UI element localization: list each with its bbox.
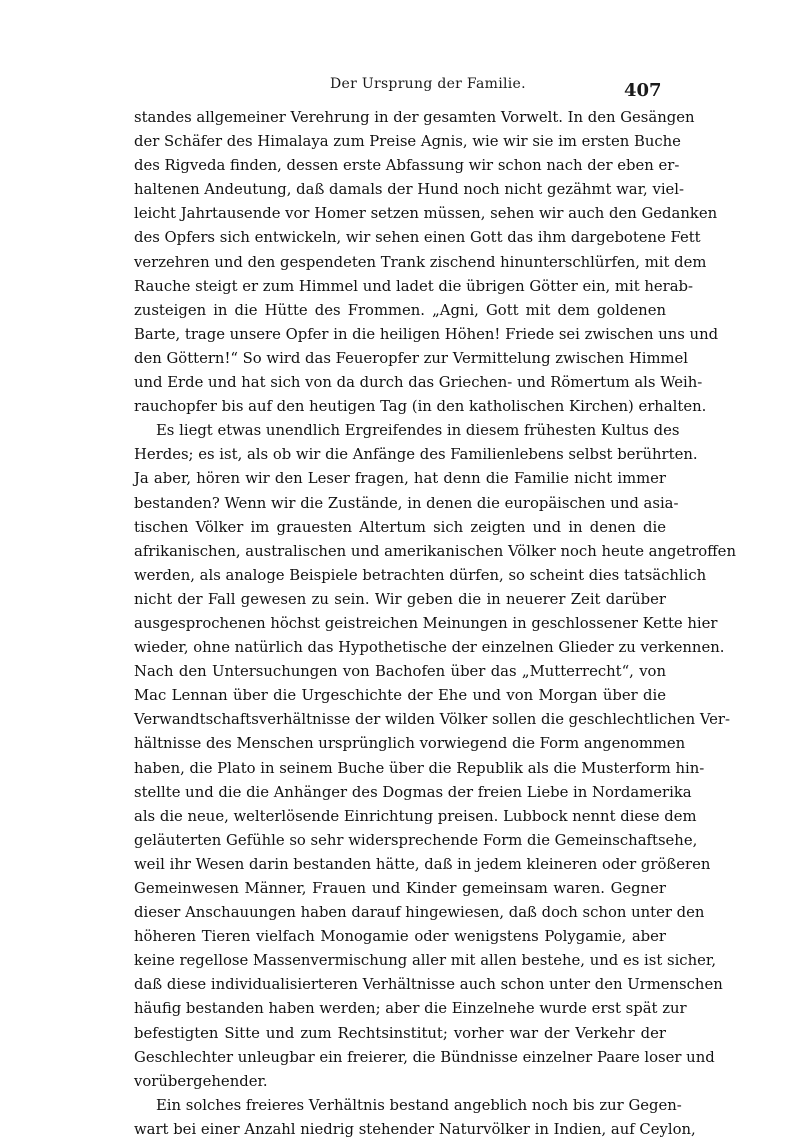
text-line: stellte und die die Anhänger des Dogmas der freien Liebe in Nordamerika (134, 783, 692, 801)
text-line: des Opfers sich entwickeln, wir sehen einen Gott das ihm dargebotene Fett (134, 229, 701, 247)
text-line: Geschlechter unleugbar ein freierer, die Bündnisse einzelner Paare loser und (134, 1048, 715, 1066)
text-line: haltenen Andeutung, daß damals der Hund noch nicht gezähmt war, viel- (134, 181, 685, 199)
text-line: den Göttern!“ So wird das Feueropfer zur Vermittelung zwischen Himmel (134, 349, 689, 367)
text-line: befestigten Sitte und zum Rechtsinstitut; vorher war der Verkehr der (134, 1024, 666, 1042)
text-line: standes allgemeiner Verehrung in der gesamten Vorwelt. In den Gesängen (134, 109, 695, 126)
text-line: nicht der Fall gewesen zu sein. Wir geben die in neuerer Zeit darüber (134, 590, 666, 608)
text-line: haben, die Plato in seinem Buche über die Republik als die Musterform hin- (134, 759, 705, 777)
text-line: bestanden? Wenn wir die Zustände, in denen die europäischen und asia- (134, 494, 679, 512)
text-line: afrikanischen, australischen und amerikanischen Völker noch heute angetroffen (134, 542, 736, 560)
text-line: als die neue, welterlösende Einrichtung preisen. Lubbock nennt diese dem (134, 807, 697, 825)
text-line: Barte, trage unsere Opfer in die heiligen Höhen! Friede sei zwischen uns und (134, 325, 719, 343)
page-number: 407 (624, 80, 662, 101)
text-line: Mac Lennan über die Urgeschichte der Ehe und von Morgan über die (134, 687, 666, 705)
text-line: Gemeinwesen Männer, Frauen und Kinder gemeinsam waren. Gegner (134, 880, 666, 897)
text-line: tischen Völker im grauesten Altertum sich zeigten und in denen die (134, 518, 666, 536)
text-line: Rauche steigt er zum Himmel und ladet die übrigen Götter ein, mit herab- (134, 277, 693, 295)
text-line: verzehren und den gespendeten Trank zischend hinunterschlürfen, mit dem (134, 253, 707, 271)
text-line: Ein solches freieres Verhältnis bestand angeblich noch bis zur Gegen- (156, 1096, 682, 1114)
text-line: höheren Tieren vielfach Monogamie oder wenigstens Polygamie, aber (134, 928, 666, 946)
text-line: des Rigveda finden, dessen erste Abfassung wir schon nach der eben er- (134, 157, 680, 175)
text-line: weil ihr Wesen darin bestanden hätte, daß in jedem kleineren oder größeren (134, 855, 711, 873)
text-line: daß diese individualisierteren Verhältnisse auch schon unter den Urmenschen (134, 976, 723, 994)
text-line: hältnisse des Menschen ursprünglich vorwiegend die Form angenommen (134, 735, 686, 753)
text-line: keine regellose Massenvermischung aller mit allen bestehe, und es ist sicher, (134, 952, 717, 970)
text-line: der Schäfer des Himalaya zum Preise Agnis, wie wir sie im ersten Buche (134, 133, 681, 151)
text-line: Herdes; es ist, als ob wir die Anfänge des Familienlebens selbst berührten. (134, 446, 698, 464)
text-line: Nach den Untersuchungen von Bachofen über das „Mutterrecht“, von (134, 663, 666, 681)
text-line: geläuterten Gefühle so sehr widersprechende Form die Gemeinschaftsehe, (134, 831, 698, 849)
text-line: Es liegt etwas unendlich Ergreifendes in diesem frühesten Kultus des (156, 422, 680, 440)
text-line: ausgesprochenen höchst geistreichen Meinungen in geschlossener Kette hier (134, 614, 718, 632)
text-line: wart bei einer Anzahl niedrig stehender Naturvölker in Indien, auf Ceylon, (134, 1120, 696, 1138)
text-line: Verwandtschaftsverhältnisse der wilden Völker sollen die geschlechtlichen Ver- (134, 711, 730, 729)
text-line: werden, als analoge Beispiele betrachten dürfen, so scheint dies tatsächlich (134, 566, 707, 584)
body-text (134, 106, 736, 1142)
text-line: und Erde und hat sich von da durch das Griechen- und Römertum als Weih- (134, 374, 703, 392)
text-line: Ja aber, hören wir den Leser fragen, hat denn die Familie nicht immer (134, 470, 666, 488)
text-line: leicht Jahrtausende vor Homer setzen müssen, sehen wir auch den Gedanken (134, 205, 718, 223)
text-line: wieder, ohne natürlich das Hypothetische der einzelnen Glieder zu verkennen. (134, 639, 725, 657)
text-line: häufig bestanden haben werden; aber die Einzelnehe wurde erst spät zur (134, 1000, 687, 1018)
text-line: vorübergehender. (134, 1072, 268, 1090)
text-line: rauchopfer bis auf den heutigen Tag (in den katholischen Kirchen) erhalten. (134, 398, 707, 416)
running-head: Der Ursprung der Familie. (330, 76, 526, 92)
text-line: dieser Anschauungen haben darauf hingewiesen, daß doch schon unter den (134, 904, 705, 922)
text-line: zusteigen in die Hütte des Frommen. „Agni, Gott mit dem goldenen (134, 301, 666, 319)
